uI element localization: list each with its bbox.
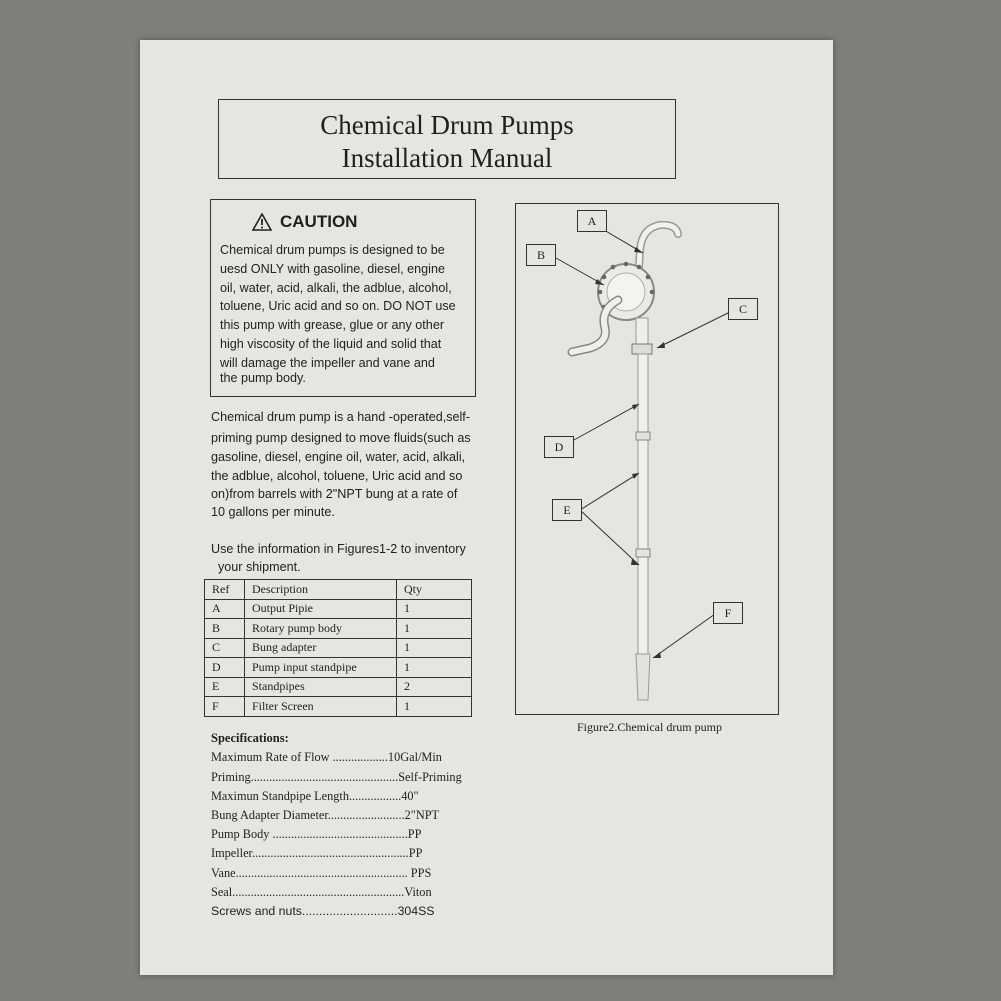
caution-line: Chemical drum pumps is designed to be <box>220 243 445 257</box>
caution-line: oil, water, acid, alkali, the adblue, alcohol, <box>220 281 452 295</box>
cell-description: Filter Screen <box>245 697 397 717</box>
callout-c: C <box>728 298 758 320</box>
cell-qty: 1 <box>397 599 472 619</box>
callout-d: D <box>544 436 574 458</box>
intro-line: priming pump designed to move fluids(such as <box>211 431 471 445</box>
cell-ref: D <box>205 658 245 678</box>
cell-description: Output Pipie <box>245 599 397 619</box>
cell-ref: A <box>205 599 245 619</box>
intro-line: on)from barrels with 2"NPT bung at a rate of <box>211 487 458 501</box>
cell-ref: F <box>205 697 245 717</box>
callout-f: F <box>713 602 743 624</box>
spec-line: Vane........................................................ PPS <box>211 866 432 880</box>
intro-line: the adblue, alcohol, toluene, Uric acid and so <box>211 469 463 483</box>
callout-a: A <box>577 210 607 232</box>
header-description: Description <box>245 580 397 600</box>
spec-line: Screws and nuts............................304SS <box>211 904 435 918</box>
caution-line: will damage the impeller and vane and <box>220 356 435 370</box>
caution-line: the pump body. <box>220 371 306 385</box>
caution-line: toluene, Uric acid and so on. DO NOT use <box>220 299 456 313</box>
cell-qty: 1 <box>397 619 472 639</box>
intro-line: gasoline, diesel, engine oil, water, acid, alkali, <box>211 450 466 464</box>
spec-line: Bung Adapter Diameter.........................2"NPT <box>211 808 440 822</box>
cell-description: Rotary pump body <box>245 619 397 639</box>
cell-description: Pump input standpipe <box>245 658 397 678</box>
inventory-intro-line: Use the information in Figures1-2 to inventory <box>211 542 466 556</box>
caution-line: high viscosity of the liquid and solid that <box>220 337 442 351</box>
spec-line: Pump Body ............................................PP <box>211 827 422 841</box>
spec-line: Maximun Standpipe Length.................40" <box>211 789 419 803</box>
intro-line: Chemical drum pump is a hand -operated,self- <box>211 410 470 424</box>
spec-line: Maximum Rate of Flow ..................10Gal/Min <box>211 750 442 764</box>
header-ref: Ref <box>205 580 245 600</box>
cell-ref: E <box>205 677 245 697</box>
intro-line: 10 gallons per minute. <box>211 505 335 519</box>
cell-ref: C <box>205 638 245 658</box>
header-qty: Qty <box>397 580 472 600</box>
caution-line: uesd ONLY with gasoline, diesel, engine <box>220 262 445 276</box>
cell-ref: B <box>205 619 245 639</box>
spec-line: Impeller...................................................PP <box>211 846 423 860</box>
caution-line: this pump with grease, glue or any other <box>220 318 445 332</box>
cell-qty: 1 <box>397 638 472 658</box>
inventory-intro-line: your shipment. <box>218 560 301 574</box>
figure-caption: Figure2.Chemical drum pump <box>577 720 722 734</box>
cell-qty: 2 <box>397 677 472 697</box>
caution-label: CAUTION <box>280 212 358 231</box>
spec-line: Priming................................................Self-Priming <box>211 770 462 784</box>
cell-qty: 1 <box>397 658 472 678</box>
cell-description: Standpipes <box>245 677 397 697</box>
specifications-title: Specifications: <box>211 731 289 745</box>
cell-qty: 1 <box>397 697 472 717</box>
callout-e: E <box>552 499 582 521</box>
title-line-2: Installation Manual <box>341 143 553 173</box>
cell-description: Bung adapter <box>245 638 397 658</box>
title-line-1: Chemical Drum Pumps <box>320 110 574 140</box>
spec-line: Seal........................................................Viton <box>211 885 432 899</box>
callout-b: B <box>526 244 556 266</box>
